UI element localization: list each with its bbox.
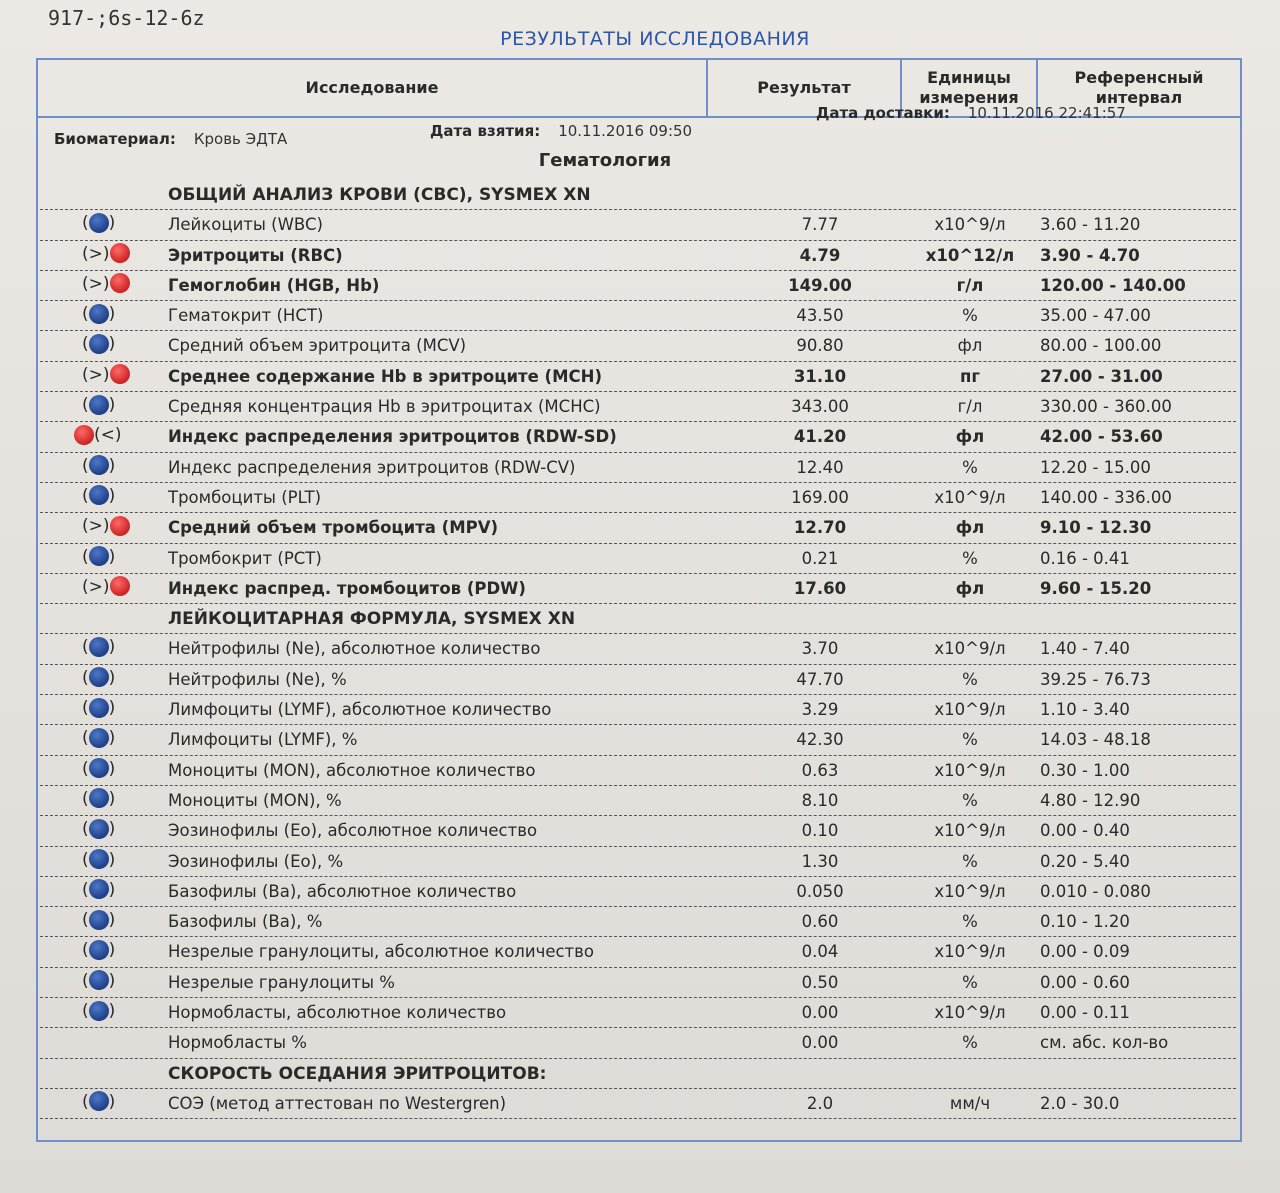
table-row [40,513,1236,543]
table-row [40,968,1236,998]
test-result: 0.63 [801,760,839,780]
test-result: 2.0 [806,1093,834,1113]
normal-dot-icon [89,970,109,990]
table-row [40,210,1236,240]
table-row [40,877,1236,907]
sample-date [430,122,692,140]
test-name: Средний объем эритроцита (MCV) [168,336,467,356]
test-unit: x10^9/л [934,760,1006,780]
table-row [40,998,1236,1028]
test-unit: % [962,851,978,871]
test-reference: 9.10 - 12.30 [1040,518,1152,538]
status-flag: ( ) [82,819,116,840]
table-row [40,695,1236,725]
normal-dot-icon [89,304,109,324]
table-row [40,241,1236,271]
test-result: 1.30 [801,851,839,871]
group-header-row [40,1059,1236,1089]
biomaterial [54,130,287,148]
test-result: 17.60 [793,578,847,598]
test-reference: 120.00 - 140.00 [1040,275,1186,295]
normal-dot-icon [89,334,109,354]
table-row [40,544,1236,574]
normal-dot-icon [89,667,109,687]
test-reference: 4.80 - 12.90 [1040,790,1141,810]
test-result: 12.40 [796,457,844,477]
test-result: 4.79 [799,245,841,265]
table-row [40,483,1236,513]
test-unit: % [962,306,978,326]
table-row [40,786,1236,816]
test-unit: % [962,548,978,568]
normal-dot-icon [89,1091,109,1111]
document-title: РЕЗУЛЬТАТЫ ИССЛЕДОВАНИЯ [500,28,810,50]
normal-dot-icon [89,1001,109,1021]
table-row [40,331,1236,361]
table-row [40,392,1236,422]
test-result: 12.70 [793,518,847,538]
biomaterial-label: Биоматериал: [54,130,176,148]
test-name: Тромбоциты (PLT) [168,487,322,507]
status-flag: ( ) [82,910,116,931]
delivery-date [816,104,1126,122]
test-result: 8.10 [801,790,839,810]
test-reference: 0.010 - 0.080 [1040,881,1151,901]
table-row [40,665,1236,695]
test-unit: % [962,669,978,689]
column-header-result: Результат [706,60,900,116]
group-title: ОБЩИЙ АНАЛИЗ КРОВИ (CBC), SYSMEX XN [168,185,591,205]
test-result: 43.50 [796,306,844,326]
normal-dot-icon [89,485,109,505]
test-reference: 1.10 - 3.40 [1040,700,1130,720]
test-reference: 12.20 - 15.00 [1040,457,1151,477]
normal-dot-icon [89,728,109,748]
test-unit: x10^9/л [934,942,1006,962]
normal-dot-icon [89,788,109,808]
test-reference: 42.00 - 53.60 [1040,427,1163,447]
test-name: Нормобласты, абсолютное количество [168,1003,507,1023]
test-reference: 0.20 - 5.40 [1040,851,1130,871]
test-name: Среднее содержание Hb в эритроците (MCH) [168,366,602,386]
test-reference: 0.00 - 0.40 [1040,821,1130,841]
status-flag: ( ) [82,940,116,961]
status-flag: ( ) [82,485,116,506]
biomaterial-value: Кровь ЭДТА [193,130,288,148]
status-flag: ( ) [82,849,116,870]
test-name: Индекс распред. тромбоцитов (PDW) [168,578,526,598]
test-unit: фл [955,578,985,598]
normal-dot-icon [89,910,109,930]
table-row [40,725,1236,755]
results-rows [40,180,1236,1119]
test-unit: x10^9/л [934,821,1006,841]
test-unit: % [962,730,978,750]
normal-dot-icon [89,698,109,718]
test-reference: 0.10 - 1.20 [1040,912,1130,932]
section-title: Гематология [538,150,672,171]
test-unit: фл [955,518,985,538]
status-flag: ( ) [82,637,116,658]
test-name: Лимфоциты (LYMF), % [168,730,358,750]
test-unit: фл [955,427,985,447]
table-row [40,937,1236,967]
normal-dot-icon [89,819,109,839]
status-flag: ( ) [82,879,116,900]
table-row [40,453,1236,483]
high-dot-icon [110,576,130,596]
test-result: 149.00 [788,275,852,295]
table-row [40,422,1236,452]
normal-dot-icon [89,455,109,475]
test-name: Нейтрофилы (Ne), % [168,669,347,689]
test-unit: % [962,912,978,932]
high-dot-icon [110,273,130,293]
test-name: Незрелые гранулоциты, абсолютное количество [168,942,594,962]
test-reference: 14.03 - 48.18 [1040,730,1151,750]
test-unit: x10^9/л [934,215,1006,235]
test-reference: см. абс. кол-во [1040,1033,1169,1053]
high-dot-icon [110,243,130,263]
header-code: 917-;6s-12-6z [48,6,205,30]
table-row [40,301,1236,331]
status-flag: ( ) [82,546,116,567]
status-flag: (>) [82,516,162,537]
normal-dot-icon [89,940,109,960]
status-flag: ( ) [82,213,116,234]
test-result: 3.29 [801,700,839,720]
test-unit: x10^12/л [925,245,1015,265]
test-unit: г/л [956,275,984,295]
test-reference: 140.00 - 336.00 [1040,487,1172,507]
test-name: Моноциты (MON), абсолютное количество [168,760,536,780]
status-flag: ( ) [82,667,116,688]
test-result: 0.50 [801,972,839,992]
high-dot-icon [110,364,130,384]
test-name: Лейкоциты (WBC) [168,215,323,235]
table-row [40,574,1236,604]
status-flag: ( ) [82,728,116,749]
column-header-test: Исследование [305,78,439,97]
test-name: Нормобласты % [168,1033,307,1053]
table-row [40,756,1236,786]
test-unit: пг [959,366,981,386]
test-result: 31.10 [793,366,847,386]
test-name: Эритроциты (RBC) [168,245,343,265]
test-name: Эозинофилы (Eo), абсолютное количество [168,821,538,841]
test-result: 7.77 [801,215,839,235]
test-reference: 0.30 - 1.00 [1040,760,1130,780]
test-result: 343.00 [791,397,849,417]
status-flag: ( ) [82,334,116,355]
test-name: Нейтрофилы (Ne), абсолютное количество [168,639,541,659]
test-result: 41.20 [793,427,847,447]
test-name: Средний объем тромбоцита (MPV) [168,518,499,538]
group-title: ЛЕЙКОЦИТАРНАЯ ФОРМУЛА, SYSMEX XN [168,609,576,630]
test-name: СОЭ (метод аттестован по Westergren) [168,1093,507,1113]
test-name: Лимфоциты (LYMF), абсолютное количество [168,700,552,720]
sample-date-label: Дата взятия: [430,122,541,140]
test-reference: 2.0 - 30.0 [1040,1093,1120,1113]
table-row [40,816,1236,846]
status-flag: ( ) [82,1091,116,1112]
test-result: 47.70 [796,669,844,689]
sample-date-value: 10.11.2016 09:50 [558,122,693,140]
test-unit: x10^9/л [934,881,1006,901]
test-unit: % [962,457,978,477]
test-unit: % [962,972,978,992]
test-reference: 0.16 - 0.41 [1040,548,1130,568]
high-dot-icon [110,516,130,536]
normal-dot-icon [89,637,109,657]
table-row [40,1089,1236,1119]
column-header-ref: Референсный интервал [1036,60,1240,116]
test-unit: x10^9/л [934,700,1006,720]
normal-dot-icon [89,546,109,566]
test-name: Тромбокрит (PCT) [168,548,322,568]
status-flag: (>) [82,577,162,598]
status-flag: (>) [82,244,162,265]
test-reference: 39.25 - 76.73 [1040,669,1151,689]
table-row [40,634,1236,664]
test-result: 169.00 [791,487,849,507]
group-header-row [40,604,1236,634]
table-row [40,271,1236,301]
test-result: 0.21 [801,548,839,568]
test-reference: 0.00 - 0.60 [1040,972,1130,992]
test-reference: 330.00 - 360.00 [1040,397,1172,417]
test-result: 42.30 [796,730,844,750]
delivery-date-label: Дата доставки: [816,104,950,122]
test-result: 90.80 [796,336,844,356]
test-unit: x10^9/л [934,487,1006,507]
test-result: 0.050 [796,881,844,901]
low-dot-icon [74,425,94,445]
test-reference: 3.90 - 4.70 [1040,245,1140,265]
test-name: Моноциты (MON), % [168,790,342,810]
test-result: 0.04 [801,942,839,962]
status-flag: (>) [82,274,162,295]
status-flag: ( ) [82,395,116,416]
test-name: Индекс распределения эритроцитов (RDW-CV) [168,457,576,477]
test-unit: % [962,790,978,810]
column-header-units: Единицы измерения [900,60,1036,116]
normal-dot-icon [89,849,109,869]
delivery-date-value: 10.11.2016 22:41:57 [967,104,1126,122]
test-unit: мм/ч [949,1093,991,1113]
test-name: Средняя концентрация Hb в эритроцитах (MCHC) [168,397,601,417]
group-title: СКОРОСТЬ ОСЕДАНИЯ ЭРИТРОЦИТОВ: [168,1063,547,1084]
status-flag: ( ) [82,758,116,779]
test-result: 0.00 [801,1033,839,1053]
test-name: Индекс распределения эритроцитов (RDW-SD) [168,427,617,447]
test-name: Эозинофилы (Eo), % [168,851,344,871]
test-result: 0.10 [801,821,839,841]
status-flag: ( ) [82,1001,116,1022]
test-name: Гематокрит (HCT) [168,306,324,326]
test-reference: 27.00 - 31.00 [1040,366,1163,386]
table-row [40,847,1236,877]
test-reference: 80.00 - 100.00 [1040,336,1162,356]
test-unit: x10^9/л [934,639,1006,659]
test-reference: 9.60 - 15.20 [1040,578,1152,598]
test-unit: x10^9/л [934,1003,1006,1023]
test-result: 0.60 [801,912,839,932]
test-name: Базофилы (Ba), % [168,912,323,932]
test-unit: фл [957,336,983,356]
status-flag: ( ) [82,970,116,991]
test-reference: 1.40 - 7.40 [1040,639,1130,659]
normal-dot-icon [89,758,109,778]
test-result: 3.70 [801,639,839,659]
table-row [40,1028,1236,1058]
test-name: Базофилы (Ba), абсолютное количество [168,881,517,901]
table-row [40,907,1236,937]
status-flag: ( ) [82,698,116,719]
status-flag: ( ) [82,304,116,325]
status-flag: (>) [82,365,162,386]
group-header-row [40,180,1236,210]
table-row [40,362,1236,392]
normal-dot-icon [89,395,109,415]
test-result: 0.00 [801,1003,839,1023]
test-reference: 0.00 - 0.11 [1040,1003,1130,1023]
test-name: Незрелые гранулоциты % [168,972,395,992]
normal-dot-icon [89,213,109,233]
test-unit: % [962,1033,978,1053]
test-reference: 0.00 - 0.09 [1040,942,1130,962]
test-name: Гемоглобин (HGB, Hb) [168,275,380,295]
status-flag: ( ) [82,455,116,476]
test-reference: 3.60 - 11.20 [1040,215,1141,235]
test-unit: г/л [957,397,983,417]
status-flag: ( ) [82,788,116,809]
normal-dot-icon [89,879,109,899]
test-reference: 35.00 - 47.00 [1040,306,1151,326]
status-flag: (<) [74,425,154,446]
